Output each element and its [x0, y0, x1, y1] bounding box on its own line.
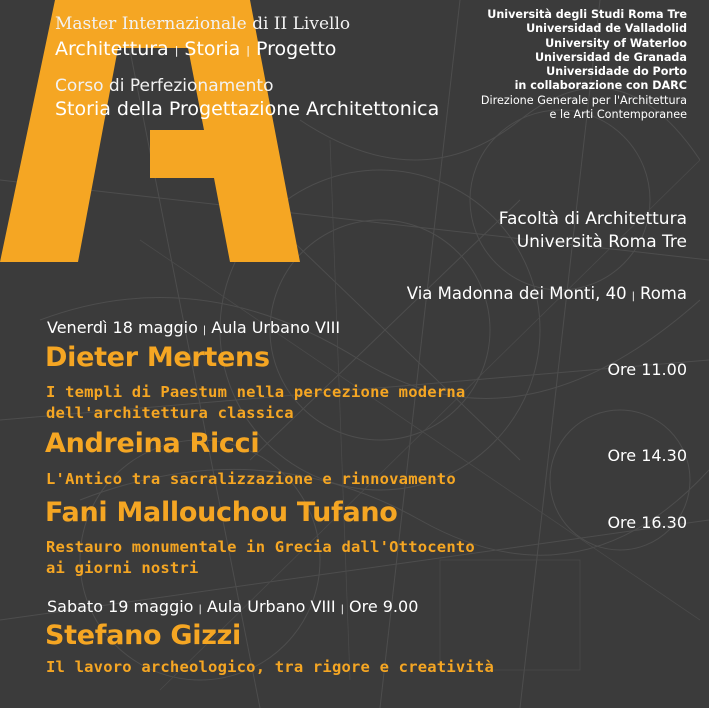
program-progetto: Progetto — [256, 38, 337, 60]
lecture-time: Ore 16.30 — [607, 513, 687, 532]
partner-arti: e le Arti Contemporanee — [549, 108, 687, 122]
lecture-title — [46, 469, 456, 490]
day2-room: Aula Urbano VIII — [206, 597, 336, 616]
university-name: Università Roma Tre — [516, 232, 687, 252]
venue-block — [499, 208, 687, 254]
course-label: Corso di Perfezionamento — [55, 76, 274, 96]
separator: | — [340, 604, 344, 615]
lecture-title — [46, 382, 465, 424]
program-list — [55, 38, 336, 60]
partner-valladolid: Universidad de Valladolid — [526, 22, 687, 36]
partner-darc: in collaborazione con DARC — [514, 79, 687, 93]
day1-date: Venerdì 18 maggio — [47, 318, 198, 337]
lecture-time: Ore 11.00 — [607, 360, 687, 379]
street: Via Madonna dei Monti, 40 — [406, 284, 627, 303]
course-title: Storia della Progettazione Architettonica — [55, 98, 440, 120]
separator: | — [246, 44, 251, 57]
partner-list — [481, 8, 687, 122]
venue-address — [407, 284, 687, 303]
day2-date: Sabato 19 maggio — [47, 597, 194, 616]
separator: | — [174, 44, 179, 57]
program-storia: Storia — [184, 38, 241, 60]
lecture-title-line: I templi di Paestum nella percezione moderna — [46, 383, 466, 401]
lecture-title-line: ai giorni nostri — [46, 559, 199, 577]
lecture-title — [46, 537, 475, 579]
city: Roma — [639, 284, 687, 303]
master-title: Master Internazionale di II Livello — [55, 14, 351, 34]
day2-time: Ore 9.00 — [349, 597, 419, 616]
lecture-title-line: Restauro monumentale in Grecia dall'Ottocento — [46, 538, 475, 556]
day1-room: Aula Urbano VIII — [211, 318, 341, 337]
lecture-time: Ore 14.30 — [607, 446, 687, 465]
partner-waterloo: University of Waterloo — [545, 36, 687, 50]
partner-roma-tre: Università degli Studi Roma Tre — [487, 8, 687, 21]
speaker-name: Dieter Mertens — [45, 342, 270, 373]
separator: | — [202, 325, 207, 336]
speaker-name: Fani Mallouchou Tufano — [45, 497, 398, 528]
separator: | — [631, 291, 635, 302]
day2-header — [47, 597, 418, 616]
partner-porto: Universidade do Porto — [546, 65, 687, 79]
speaker-name: Andreina Ricci — [45, 428, 260, 459]
faculty-name: Facoltà di Architettura — [498, 209, 687, 229]
lecture-title-line: L'Antico tra sacralizzazione e rinnovamento — [46, 470, 456, 488]
lecture-title: Il lavoro archeologico, tra rigore e creatività — [46, 658, 494, 676]
day1-header — [47, 318, 340, 337]
lecture-title-line: dell'architettura classica — [46, 404, 294, 422]
speaker-name: Stefano Gizzi — [45, 620, 242, 651]
partner-direzione: Direzione Generale per l'Architettura — [480, 93, 687, 107]
program-architettura: Architettura — [55, 38, 169, 60]
partner-granada: Universidad de Granada — [534, 50, 687, 64]
separator: | — [198, 604, 202, 615]
